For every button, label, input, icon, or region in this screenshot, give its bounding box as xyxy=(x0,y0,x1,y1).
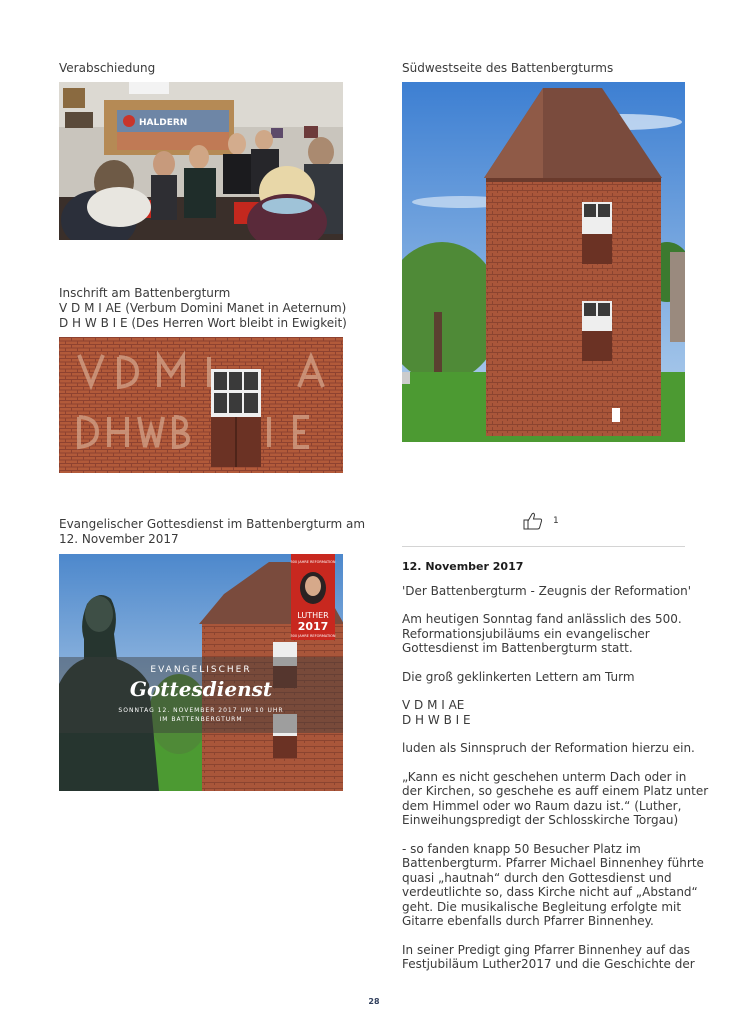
article-line: In seiner Predigt ging Pfarrer Binnenhey auf das xyxy=(402,942,691,957)
caption-inscription-line-3: D H W B I E (Des Herren Wort bleibt in Ewigkeit) xyxy=(59,316,347,330)
poster-subtitle-2: IM BATTENBERGTURM xyxy=(159,716,243,723)
article-paragraph xyxy=(402,942,695,972)
banner-text: HALDERN xyxy=(139,118,188,128)
article-line: Die groß geklinkerten Lettern am Turm xyxy=(402,669,635,684)
like-row xyxy=(522,510,559,532)
article-line: - so fanden knapp 50 Besucher Platz im xyxy=(402,841,641,856)
caption-service-line-2: 12. November 2017 xyxy=(59,532,179,546)
photo-tower-inscription[interactable] xyxy=(59,337,343,473)
badge-year: 2017 xyxy=(297,620,329,633)
poster-subtitle-1: SONNTAG 12. NOVEMBER 2017 UM 10 UHR xyxy=(118,707,284,714)
article xyxy=(402,560,709,986)
article-line: Gottesdienst im Battenbergturm statt. xyxy=(402,641,633,655)
article-line: verdeutlichte so, dass Kirche nicht auf „Abstand“ xyxy=(402,885,698,899)
page-number: 28 xyxy=(368,997,380,1006)
article-line: Reformationsjubiläums ein evangelischer xyxy=(402,626,650,641)
article-paragraph xyxy=(402,741,695,756)
poster-label: EVANGELISCHER xyxy=(150,665,252,675)
caption-inscription xyxy=(59,286,347,331)
article-line: Gitarre ebenfalls durch Pfarrer Binnenhey. xyxy=(402,914,654,928)
article-date: 12. November 2017 xyxy=(402,560,524,573)
caption-service-line-1: Evangelischer Gottesdienst im Battenbergturm am xyxy=(59,517,366,531)
article-paragraph xyxy=(402,769,709,828)
badge-bottom-text: 500 JAHRE REFORMATION xyxy=(290,634,336,638)
article-line: Einweihungspredigt der Schlosskirche Torgau) xyxy=(402,813,679,827)
article-line: geht. Die musikalische Begleitung erfolgte mit xyxy=(402,899,682,914)
photo-service-poster[interactable] xyxy=(59,554,343,791)
caption-inscription-line-1: Inschrift am Battenbergturm xyxy=(59,286,231,300)
article-paragraph xyxy=(402,841,704,929)
article-line: V D M I AE xyxy=(402,698,465,712)
badge-luther: LUTHER xyxy=(297,611,329,620)
thumbs-up-icon[interactable] xyxy=(522,511,544,531)
like-count: 1 xyxy=(553,516,559,526)
article-paragraph xyxy=(402,670,692,685)
article-paragraph xyxy=(402,698,692,727)
divider xyxy=(402,546,685,547)
article-line: „Kann es nicht geschehen unterm Dach oder in xyxy=(402,769,687,784)
article-line: Battenbergturm. Pfarrer Michael Binnenhey führte xyxy=(402,856,704,870)
article-line: quasi „hautnah“ durch den Gottesdienst und xyxy=(402,870,672,885)
article-line: dem Himmel oder wo Raum dazu ist.“ (Luther, xyxy=(402,798,682,813)
article-paragraph xyxy=(402,612,692,656)
article-line: der Kirchen, so geschehe es auff einem Platz unter xyxy=(402,784,709,798)
caption-southwest-side: Südwestseite des Battenbergturms xyxy=(402,61,614,75)
caption-farewell: Verabschiedung xyxy=(59,61,156,75)
photo-farewell-gathering[interactable] xyxy=(59,82,343,240)
photo-tower-southwest[interactable] xyxy=(402,82,685,442)
badge-top-text: 500 JAHRE REFORMATION xyxy=(290,560,336,564)
caption-service xyxy=(59,517,365,547)
article-line: 'Der Battenbergturm - Zeugnis der Reformation' xyxy=(402,583,692,598)
caption-inscription-line-2: V D M I AE (Verbum Domini Manet in Aeternum) xyxy=(59,301,347,315)
article-line: D H W B I E xyxy=(402,712,471,727)
article-line: luden als Sinnspruch der Reformation hierzu ein. xyxy=(402,741,695,755)
article-paragraph xyxy=(402,584,692,599)
article-line: Am heutigen Sonntag fand anlässlich des 500. xyxy=(402,612,682,626)
article-line: Festjubiläum Luther2017 und die Geschichte der xyxy=(402,957,695,971)
poster-title: Gottesdienst xyxy=(129,677,273,701)
